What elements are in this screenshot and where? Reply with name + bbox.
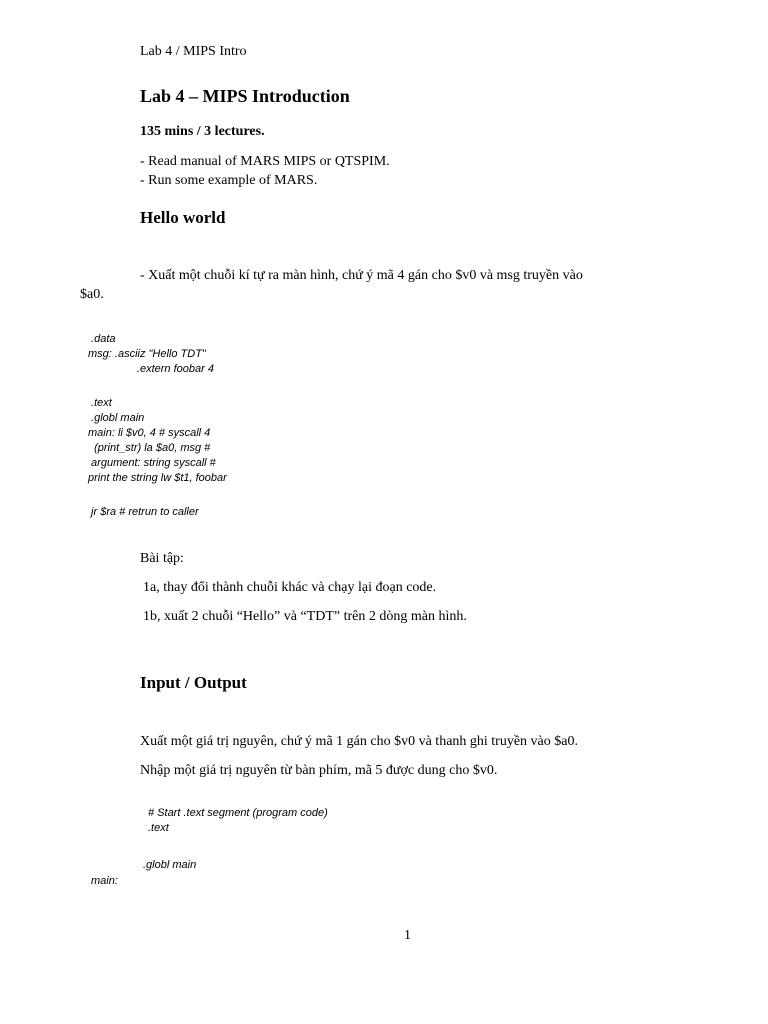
code-line: main: li $v0, 4 # syscall 4 — [88, 427, 211, 439]
code-line — [88, 486, 227, 505]
section-heading-hello-world: Hello world — [140, 208, 226, 227]
hello-code-block — [88, 332, 227, 520]
code-line — [88, 377, 227, 396]
io-line: Nhập một giá trị nguyên từ bàn phím, mã 5 được dung cho $v0. — [140, 763, 498, 778]
code-line: (print_str) la $a0, msg # — [88, 442, 211, 454]
code-line: jr $ra # retrun to caller — [88, 506, 199, 518]
intro-item: - Read manual of MARS MIPS or QTSPIM. — [140, 154, 390, 169]
io-line: Xuất một giá trị nguyên, chứ ý mã 1 gán cho $v0 và thanh ghi truyền vào $a0. — [140, 734, 578, 749]
code-line: .data — [88, 333, 116, 345]
code-line: .text — [148, 822, 169, 834]
running-header: Lab 4 / MIPS Intro — [140, 44, 247, 59]
code-line: print the string lw $t1, foobar — [88, 472, 227, 484]
code-line: .text — [88, 397, 112, 409]
section-heading-input-output: Input / Output — [140, 673, 247, 692]
io-code-line: main: — [91, 875, 118, 887]
exercise-item: 1b, xuất 2 chuỗi “Hello” và “TDT” trên 2 dòng màn hình. — [143, 609, 467, 624]
hello-instruction-cont: $a0. — [80, 287, 104, 302]
io-code-line: .globl main — [143, 859, 197, 871]
code-line: argument: string syscall # — [88, 457, 216, 469]
page-title: Lab 4 – MIPS Introduction — [140, 86, 350, 106]
exercise-label: Bài tập: — [140, 551, 184, 566]
page-number: 1 — [404, 928, 411, 943]
hello-instruction: - Xuất một chuỗi kí tự ra màn hình, chứ ý mã 4 gán cho $v0 và msg truyền vào — [140, 268, 583, 283]
code-line: .extern foobar 4 — [88, 363, 214, 375]
exercise-item: 1a, thay đổi thành chuỗi khác và chạy lại đoạn code. — [143, 580, 437, 595]
code-line: # Start .text segment (program code) — [148, 807, 328, 819]
duration-text: 135 mins / 3 lectures. — [140, 124, 265, 139]
code-line: msg: .asciiz "Hello TDT" — [88, 348, 206, 360]
intro-item: - Run some example of MARS. — [140, 173, 318, 188]
io-code-block — [148, 806, 328, 836]
code-line: .globl main — [88, 412, 145, 424]
